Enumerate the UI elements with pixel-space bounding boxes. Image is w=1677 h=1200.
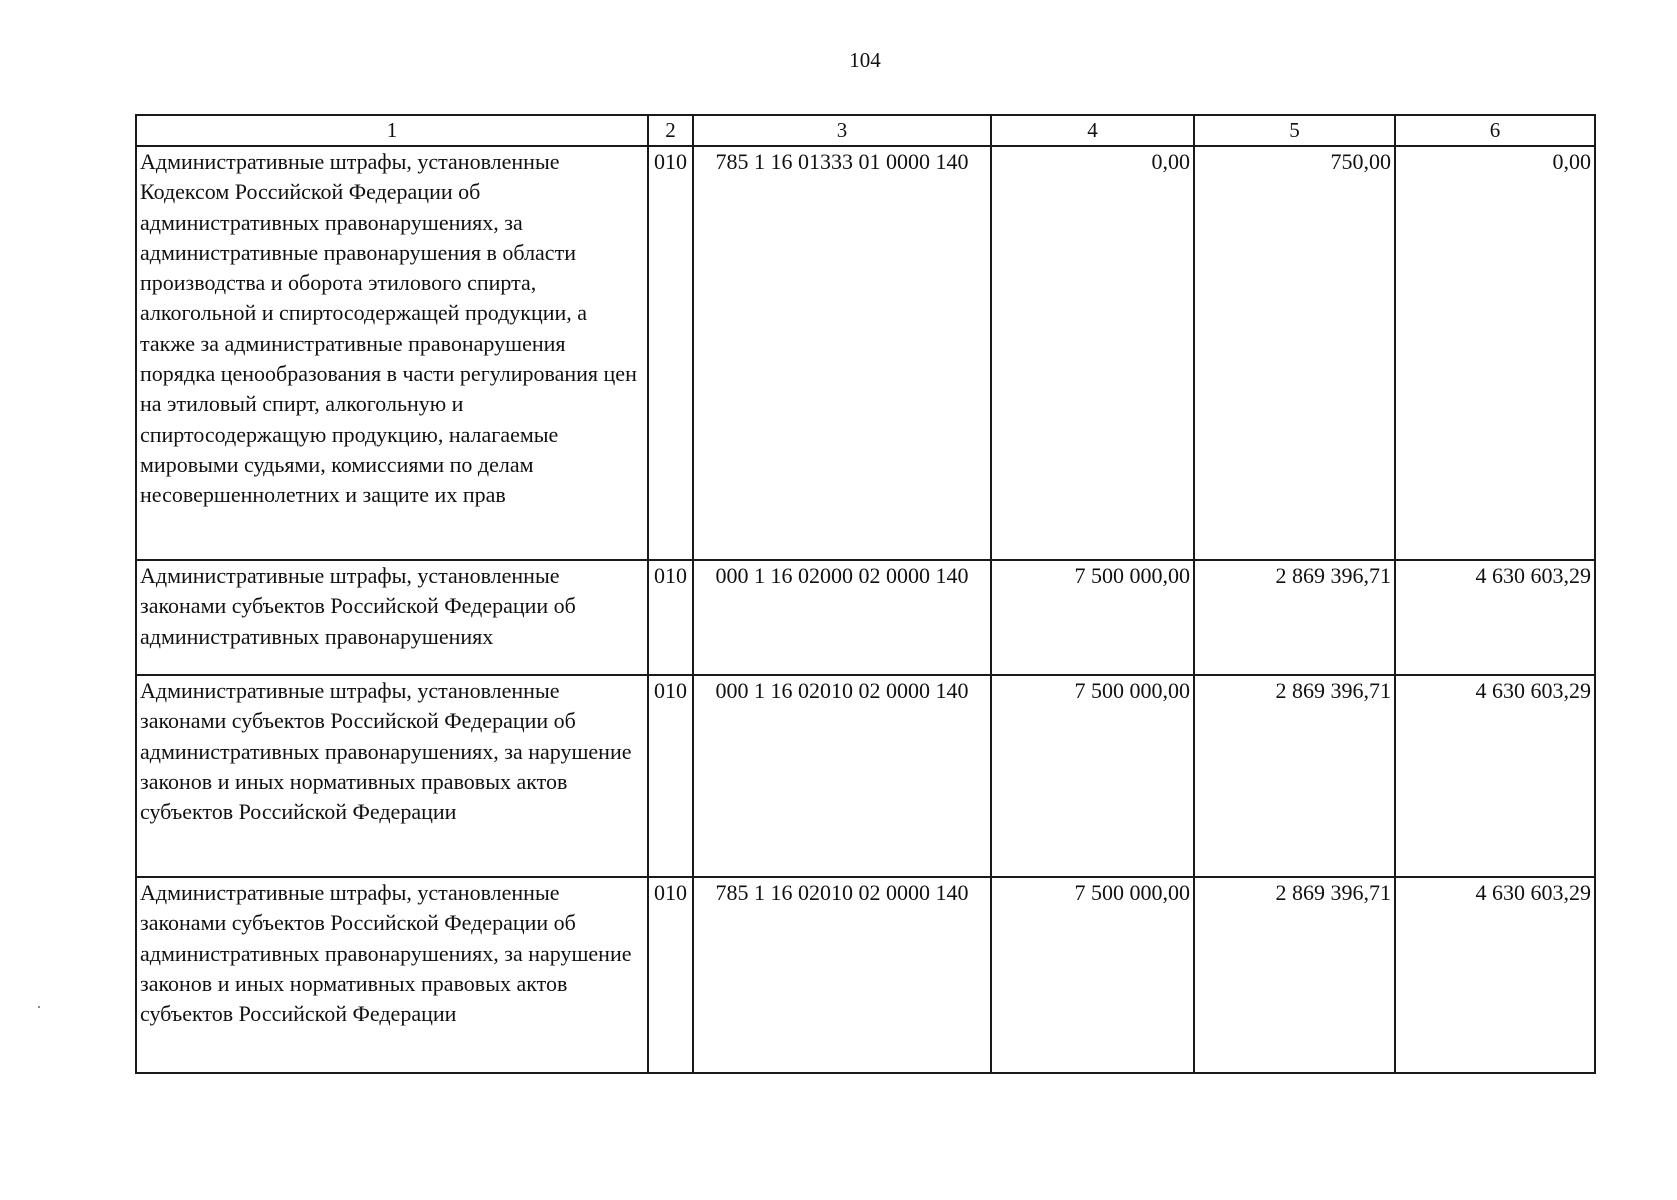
table-row [136,675,1595,877]
row-approved: 0,00 [991,146,1194,560]
header-col-1: 1 [136,115,648,146]
row-remaining: 4 630 603,29 [1395,877,1595,1073]
table-row [136,146,1595,560]
row-line-code: 010 [648,146,693,560]
header-col-5: 5 [1194,115,1395,146]
table-row [136,877,1595,1073]
row-line-code: 010 [648,560,693,675]
row-name: Административные штрафы, установленные законами субъектов Российской Федерации об административных правонарушениях, за нарушение законов и иных нормативных правовых актов субъектов Российской Федерации [136,877,648,1073]
row-name: Административные штрафы, установленные законами субъектов Российской Федерации об административных правонарушениях, за нарушение законов и иных нормативных правовых актов субъектов Российской Федерации [136,675,648,877]
header-col-4: 4 [991,115,1194,146]
row-name: Административные штрафы, установленные законами субъектов Российской Федерации об административных правонарушениях [136,560,648,675]
row-remaining: 4 630 603,29 [1395,675,1595,877]
header-col-6: 6 [1395,115,1595,146]
row-approved: 7 500 000,00 [991,560,1194,675]
row-budget-code: 000 1 16 02000 02 0000 140 [693,560,991,675]
row-budget-code: 000 1 16 02010 02 0000 140 [693,675,991,877]
row-budget-code: 785 1 16 02010 02 0000 140 [693,877,991,1073]
page-number: 104 [849,48,881,72]
row-executed: 750,00 [1194,146,1395,560]
budget-table [135,114,1596,1074]
row-line-code: 010 [648,877,693,1073]
row-line-code: 010 [648,675,693,877]
row-name: Административные штрафы, установленные Кодексом Российской Федерации об административных правонарушениях, за административные правонарушения в области производства и оборота этилового спирта, алкогольной и спиртосодержащей продукции, а также за административные правонарушения порядка ценообразования в части регулирования цен на этиловый спирт, алкогольную и спиртосодержащую продукцию, налагаемые мировыми судьями, комиссиями по делам несовершеннолетних и защите их прав [136,146,648,560]
row-remaining: 4 630 603,29 [1395,560,1595,675]
row-executed: 2 869 396,71 [1194,877,1395,1073]
table-header-row [136,115,1595,146]
header-col-3: 3 [693,115,991,146]
row-executed: 2 869 396,71 [1194,560,1395,675]
row-approved: 7 500 000,00 [991,675,1194,877]
scan-speck [38,1006,40,1008]
row-budget-code: 785 1 16 01333 01 0000 140 [693,146,991,560]
row-executed: 2 869 396,71 [1194,675,1395,877]
header-col-2: 2 [648,115,693,146]
table-row [136,560,1595,675]
row-remaining: 0,00 [1395,146,1595,560]
row-approved: 7 500 000,00 [991,877,1194,1073]
